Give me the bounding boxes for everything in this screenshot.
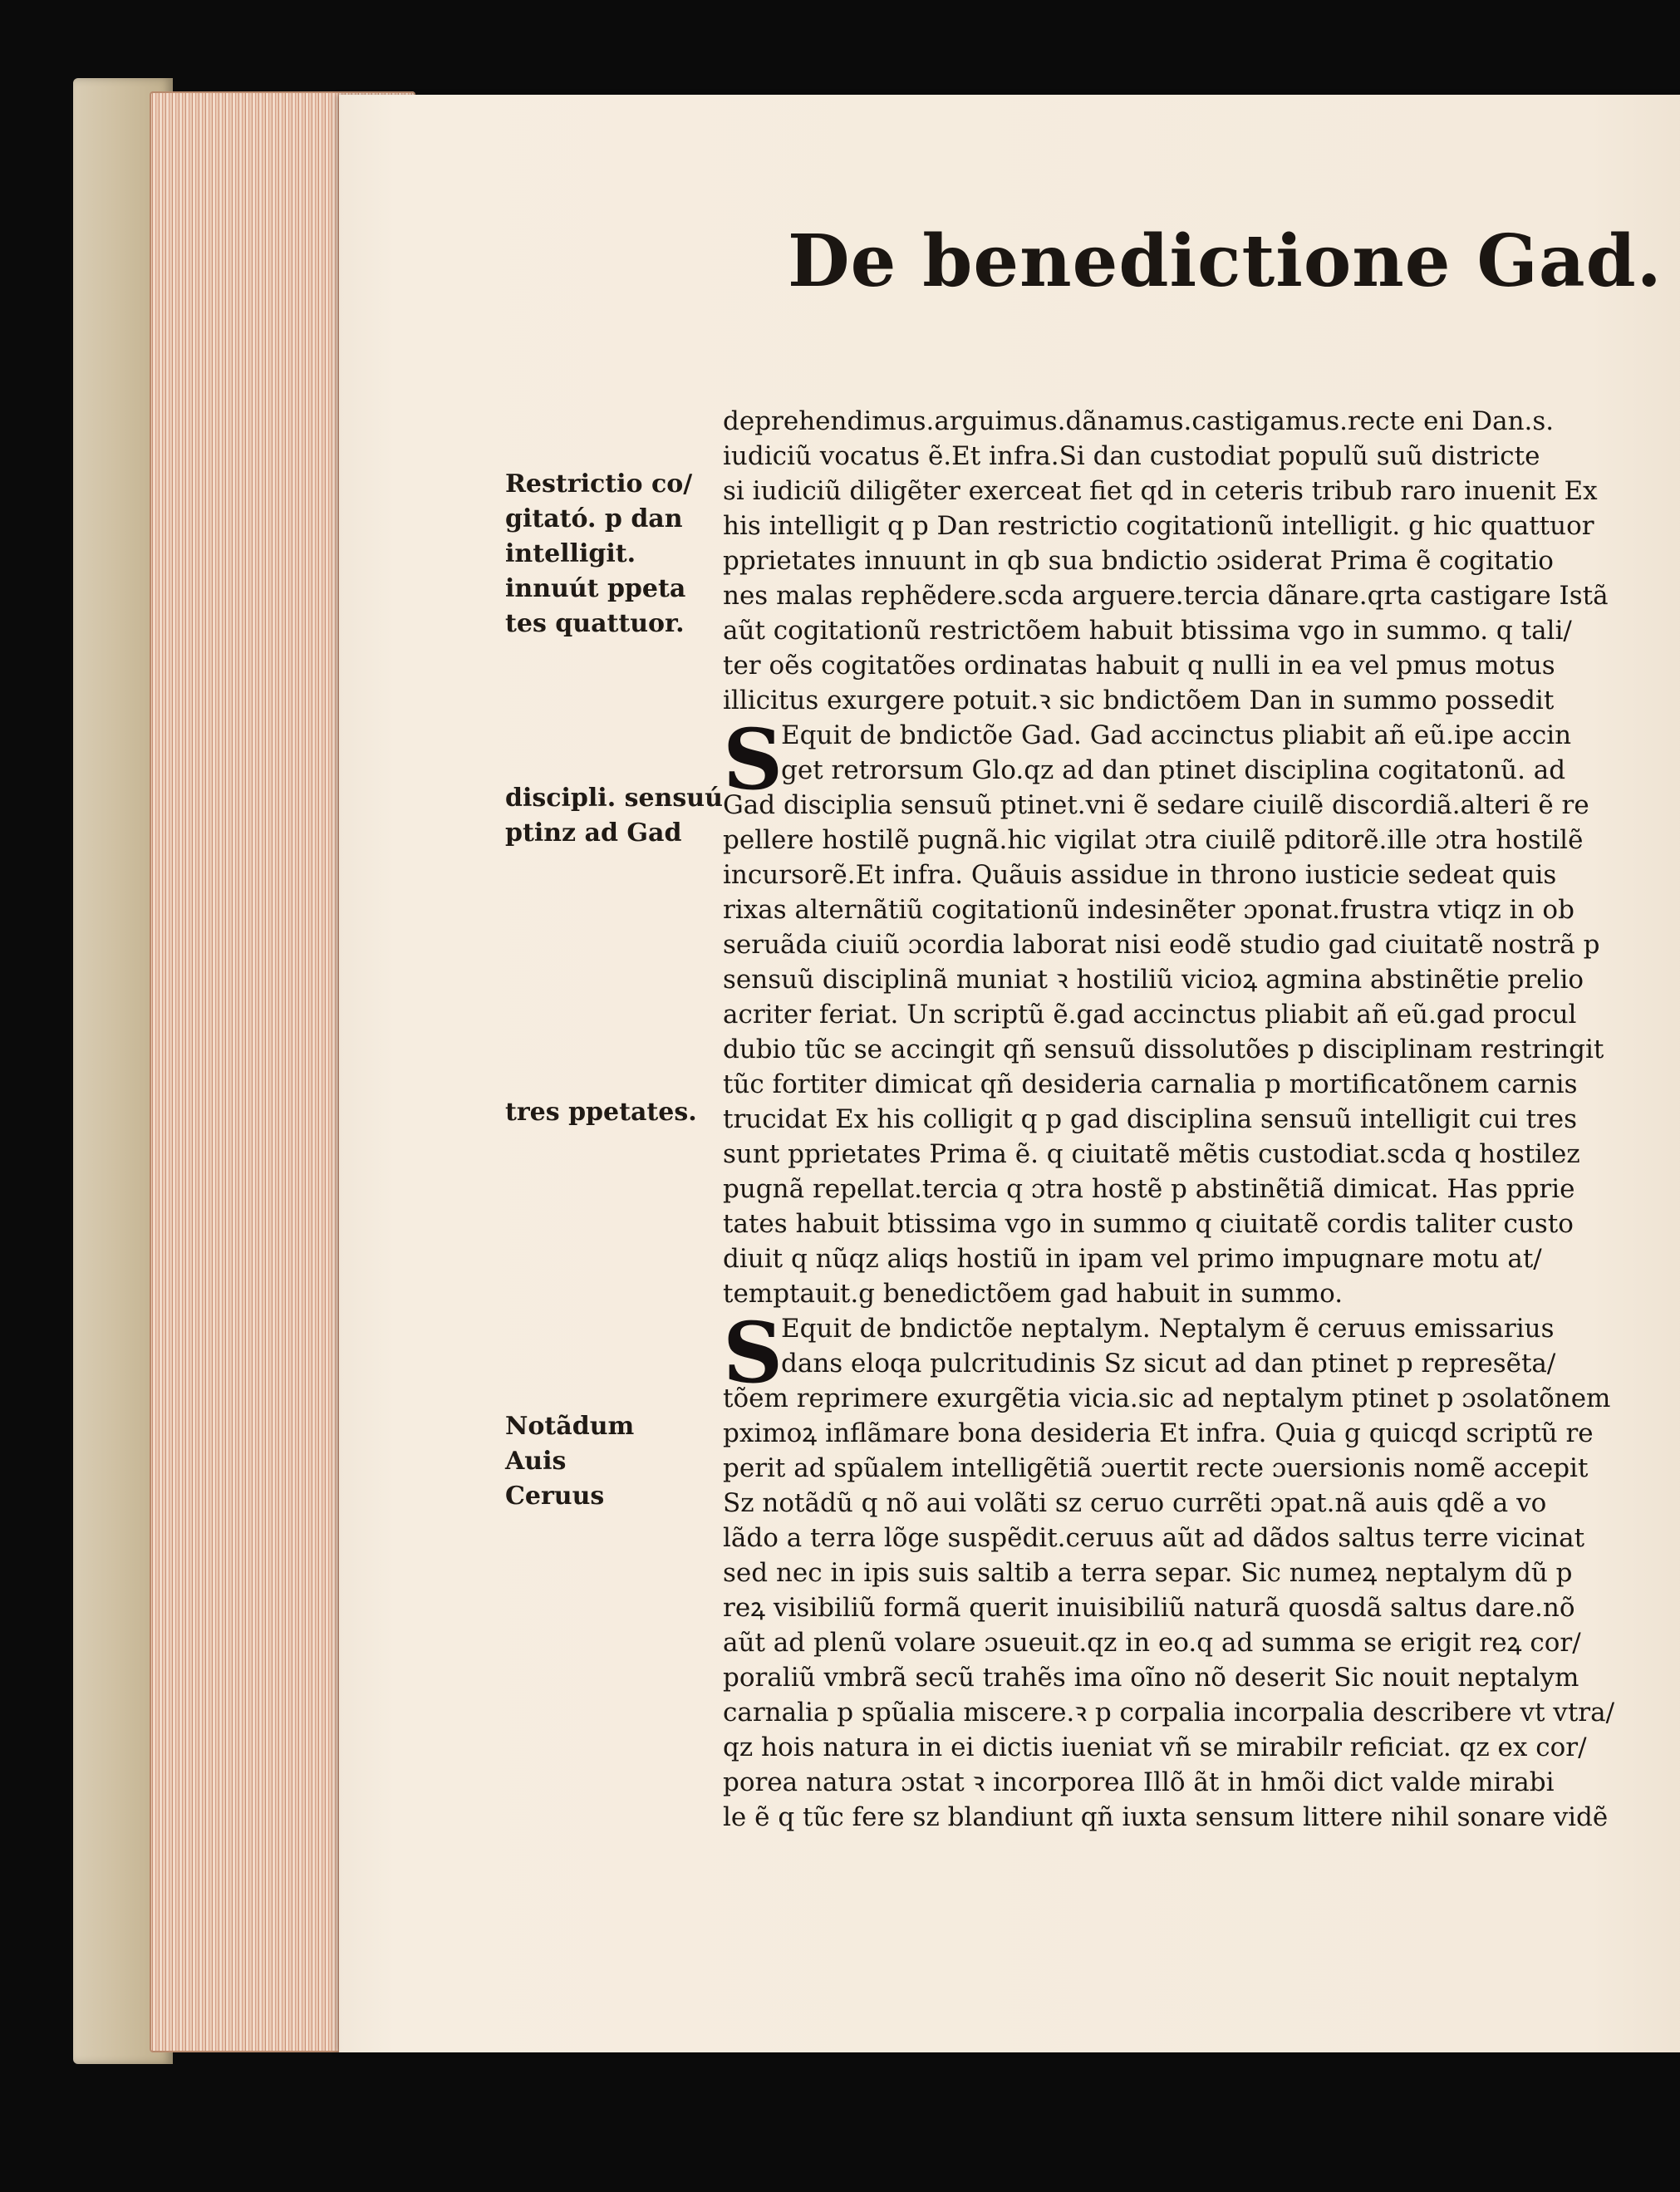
text-line: reꝝ visibiliũ formã querit inuisibiliũ naturã quosdã saltus dare.nõ (723, 1593, 1575, 1623)
margin-note: innuút ppeta tes quattuor. (505, 574, 686, 638)
margin-note: Restrictio co/ gitató. p dan intelligit. (505, 469, 693, 568)
text-line: sensuũ disciplinã muniat ꝛ hostiliũ vicioꝝ agmina abstinẽtie prelio (723, 965, 1584, 995)
text-line: carnalia p spũalia miscere.ꝛ p corpalia incorpalia describere vt vtra/ (723, 1698, 1615, 1728)
margin-note: Notãdum Auis Ceruus (505, 1412, 635, 1511)
text-line: tõem reprimere exurgẽtia vicia.sic ad neptalym ptinet p ɔsolatõnem (723, 1384, 1611, 1413)
text-line: le ẽ q tũc fere sz blandiunt qñ iuxta sensum littere nihil sonare vidẽ (723, 1802, 1609, 1832)
decorated-initial: S (723, 1304, 784, 1402)
text-line: trucidat Ex his colligit q p gad disciplina sensuũ intelligit cui tres (723, 1104, 1577, 1134)
text-line: poraliũ vmbrã secũ trahẽs ima oĩno nõ deserit Sic nouit neptalym (723, 1663, 1579, 1693)
text-line: pellere hostilẽ pugnã.hic vigilat ɔtra ciuilẽ pditorẽ.ille ɔtra hostilẽ (723, 825, 1584, 855)
text-line: Sz notãdũ q nõ aui volãti sz ceruo currẽti ɔpat.nã auis qdẽ a vo (723, 1488, 1547, 1518)
text-line: diuit q nũqz aliqs hostiũ in ipam vel primo impugnare motu at/ (723, 1244, 1542, 1274)
text-line: Equit de bndictõe Gad. Gad accinctus pliabit añ eũ.ipe accin (781, 720, 1572, 750)
text-line: Equit de bndictõe neptalym. Neptalym ẽ ceruus emissarius (781, 1314, 1555, 1344)
text-line: si iudiciũ diligẽter exerceat fiet qd in ceteris tribub raro inuenit Ex (723, 476, 1598, 506)
text-block (723, 404, 1680, 1835)
book-page (339, 95, 1680, 2052)
book (73, 73, 1680, 2067)
text-line: pprietates innuunt in qb sua bndictio ɔsiderat Prima ẽ cogitatio (723, 546, 1554, 576)
decorated-initial: S (723, 710, 784, 808)
text-line: iudiciũ vocatus ẽ.Et infra.Si dan custodiat populũ suũ districte (723, 441, 1540, 471)
text-line: pximoꝝ inflãmare bona desideria Et infra. Quia g quicqd scriptũ re (723, 1418, 1594, 1448)
text-line: aũt ad plenũ volare ɔsueuit.qz in eo.q ad summa se erigit reꝝ cor/ (723, 1628, 1581, 1658)
text-line: pugnã repellat.tercia q ɔtra hostẽ p abstinẽtiã dimicat. Has pprie (723, 1174, 1575, 1204)
text-line: dans eloqa pulcritudinis Sz sicut ad dan ptinet p represẽta/ (781, 1349, 1556, 1379)
text-line: lãdo a terra lõge suspẽdit.ceruus aũt ad dãdos saltus terre vicinat (723, 1523, 1585, 1553)
text-line: Gad disciplia sensuũ ptinet.vni ẽ sedare ciuilẽ discordiã.alteri ẽ re (723, 790, 1589, 820)
text-line: rixas alternãtiũ cogitationũ indesinẽter ɔponat.frustra vtiqz in ob (723, 895, 1574, 925)
text-line: acriter feriat. Un scriptũ ẽ.gad accinctus pliabit añ eũ.gad procul (723, 1000, 1577, 1030)
text-line: deprehendimus.arguimus.dãnamus.castigamus.recte eni Dan.s. (723, 406, 1555, 436)
margin-note: discipli. sensuú ptinz ad Gad (505, 784, 723, 848)
text-line: qz hois natura in ei dictis iueniat vñ se mirabilr reficiat. qz ex cor/ (723, 1732, 1587, 1762)
text-line: perit ad spũalem intelligẽtiã ɔuertit recte ɔuersionis nomẽ accepit (723, 1453, 1589, 1483)
text-line: nes malas rephẽdere.scda arguere.tercia dãnare.qrta castigare Istã (723, 581, 1609, 611)
text-line: incursorẽ.Et infra. Quãuis assidue in throno iusticie sedeat quis (723, 860, 1557, 890)
text-line: ter oẽs cogitatões ordinatas habuit q nulli in ea vel pmus motus (723, 651, 1555, 681)
text-line: porea natura ɔstat ꝛ incorporea Illõ ãt in hmõi dict valde mirabi (723, 1767, 1555, 1797)
text-line: tũc fortiter dimicat qñ desideria carnalia p mortificatõnem carnis (723, 1069, 1578, 1099)
text-line: dubio tũc se accingit qñ sensuũ dissolutões p disciplinam restringit (723, 1035, 1604, 1064)
text-line: tates habuit btissima vgo in summo q ciuitatẽ cordis taliter custo (723, 1209, 1574, 1239)
text-line: his intelligit q p Dan restrictio cogitationũ intelligit. g hic quattuor (723, 511, 1594, 541)
running-title: De benedictione Gad. (788, 219, 1663, 303)
text-line: illicitus exurgere potuit.ꝛ sic bndictõem Dan in summo possedit (723, 686, 1555, 715)
text-line: aũt cogitationũ restrictõem habuit btissima vgo in summo. q tali/ (723, 616, 1572, 646)
text-line: seruãda ciuiũ ɔcordia laborat nisi eodẽ studio gad ciuitatẽ nostrã p (723, 930, 1600, 960)
text-line: get retrorsum Glo.qz ad dan ptinet disciplina cogitatonũ. ad (781, 755, 1566, 785)
text-line: sunt pprietates Prima ẽ. q ciuitatẽ mẽtis custodiat.scda q hostilez (723, 1139, 1580, 1169)
text-line: temptauit.g benedictõem gad habuit in summo. (723, 1279, 1344, 1309)
margin-note: tres ppetates. (505, 1098, 697, 1127)
text-line: sed nec in ipis suis saltib a terra separ. Sic numeꝝ neptalym dũ p (723, 1558, 1573, 1588)
